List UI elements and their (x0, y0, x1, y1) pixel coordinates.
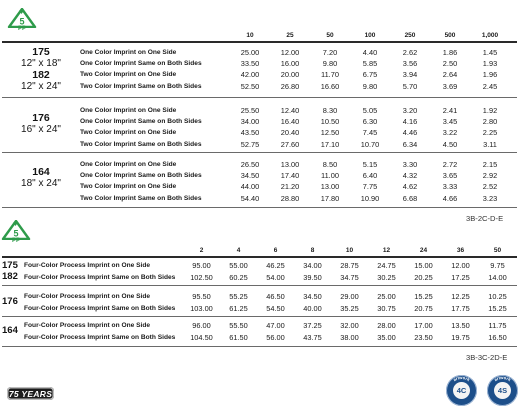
price-cell: 13.00 (320, 182, 340, 192)
price-cell: 6.34 (402, 139, 418, 149)
price-cell: 4.66 (442, 193, 458, 203)
price-cell: 10.50 (320, 117, 340, 127)
quantity-col-header: 8 (310, 247, 315, 254)
product-size: 12" x 18" (21, 58, 61, 69)
price-cell: 6.40 (362, 171, 378, 181)
seal-label: 4S (494, 382, 511, 399)
price-cell: 6.75 (362, 70, 378, 80)
price-cell: 25.50 (240, 106, 260, 115)
price-cell: 104.50 (190, 332, 213, 342)
table-row (24, 303, 516, 314)
table-row (80, 181, 510, 192)
price-cell: 16.50 (488, 332, 507, 342)
price-cell: 20.40 (280, 128, 300, 138)
price-cell: 2.64 (442, 70, 458, 80)
price-cell: 28.75 (340, 261, 359, 270)
table-row (24, 320, 516, 331)
recycle-number: 5 (13, 228, 19, 239)
price-cell: 38.00 (340, 332, 359, 342)
price-cell: 3.45 (442, 117, 458, 127)
price-cell: 19.75 (451, 332, 470, 342)
price-cell: 37.25 (303, 321, 322, 330)
product-group (2, 289, 517, 317)
price-cell: 2.52 (482, 182, 498, 192)
price-cell: 9.80 (322, 59, 338, 69)
price-cell: 35.25 (340, 303, 359, 313)
price-cell: 3.22 (442, 128, 458, 138)
price-cell: 54.40 (240, 193, 260, 203)
price-cell: 34.75 (340, 272, 359, 282)
table-row (80, 170, 510, 181)
price-cell: 6.68 (402, 193, 418, 203)
table-row (80, 58, 510, 69)
quantity-col-header: 50 (493, 247, 502, 254)
price-cell: 7.20 (322, 48, 338, 57)
price-cell: 56.00 (266, 332, 285, 342)
price-cell: 9.80 (362, 81, 378, 91)
quantity-header (183, 247, 516, 254)
price-cell: 95.00 (192, 261, 211, 270)
price-cell: 2.62 (402, 48, 418, 57)
price-cell: 34.00 (303, 261, 322, 270)
price-cell: 4.50 (442, 139, 458, 149)
price-cell: 52.50 (240, 81, 260, 91)
price-cell: 10.25 (488, 292, 507, 301)
price-cell: 17.40 (280, 171, 300, 181)
price-cell: 13.00 (280, 160, 300, 169)
price-cell: 1.86 (442, 48, 458, 57)
table2-ref-code: 3B-3C-2D-E (466, 353, 508, 362)
price-cell: 23.50 (414, 332, 433, 342)
price-cell: 12.00 (451, 261, 470, 270)
table-row (24, 260, 516, 271)
price-cell: 16.60 (320, 81, 340, 91)
price-cell: 55.25 (229, 292, 248, 301)
years-badge-text: 75 YEARS (8, 388, 53, 399)
price-cell: 10.70 (360, 139, 380, 149)
imprint-description: One Color Imprint Same on Both Sides (80, 118, 202, 126)
price-cell: 44.00 (240, 182, 260, 192)
price-cell: 25.00 (240, 48, 260, 57)
price-cell: 54.50 (266, 303, 285, 313)
imprint-description: Two Color Imprint Same on Both Sides (80, 194, 202, 202)
imprint-description: Two Color Imprint on One Side (80, 71, 177, 79)
recycle-icon (7, 8, 37, 28)
price-cell: 2.41 (442, 106, 458, 115)
price-cell: 1.45 (482, 48, 498, 57)
price-cell: 47.00 (266, 321, 285, 330)
product-number: 176 (2, 296, 18, 307)
price-cell: 20.00 (280, 70, 300, 80)
imprint-description: Two Color Imprint Same on Both Sides (80, 82, 202, 90)
imprint-description: One Color Imprint Same on Both Sides (80, 60, 202, 68)
price-cell: 46.25 (266, 261, 285, 270)
price-cell: 3.65 (442, 171, 458, 181)
recycle-number: 5 (19, 16, 25, 27)
imprint-description: Two Color Imprint Same on Both Sides (80, 140, 202, 148)
price-cell: 60.25 (229, 272, 248, 282)
price-cell: 96.00 (192, 321, 211, 330)
recycle-label: PP (11, 238, 20, 244)
recycle-label: PP (17, 26, 26, 32)
price-cell: 40.00 (303, 303, 322, 313)
price-cell: 34.50 (303, 292, 322, 301)
imprint-description: Four-Color Process Imprint Same on Both Sides (24, 304, 176, 312)
price-cell: 20.25 (414, 272, 433, 282)
table-row (80, 81, 510, 92)
price-cell: 61.25 (229, 303, 248, 313)
quantity-col-header: 10 (246, 32, 254, 39)
product-size: 12" x 24" (21, 81, 61, 92)
price-cell: 7.75 (362, 182, 378, 192)
price-cell: 54.00 (266, 272, 285, 282)
quantity-col-header: 24 (419, 247, 428, 254)
product-number: 175 (32, 46, 50, 58)
price-cell: 25.00 (377, 292, 396, 301)
table1-ref-code: 3B-2C-D-E (466, 214, 504, 223)
artwork-seal-4s (487, 375, 518, 406)
recycle-mark-1 (7, 8, 37, 32)
quantity-col-header: 500 (444, 32, 456, 39)
product-number: 182 (2, 271, 18, 282)
price-cell: 4.62 (402, 182, 418, 192)
product-code (2, 47, 80, 69)
quantity-col-header: 6 (273, 247, 278, 254)
product-number: 164 (32, 166, 50, 178)
quantity-col-header: 1,000 (481, 32, 499, 39)
price-cell: 2.25 (482, 128, 498, 138)
imprint-description: Two Color Imprint on One Side (80, 183, 177, 191)
price-cell: 32.00 (340, 321, 359, 330)
price-cell: 8.50 (322, 160, 338, 169)
table-row (24, 291, 516, 302)
quantity-col-header: 25 (286, 32, 294, 39)
recycle-mark-2 (1, 220, 31, 244)
price-cell: 5.05 (362, 106, 378, 115)
product-size: 18" x 24" (21, 178, 61, 189)
imprint-description: Four-Color Process Imprint on One Side (24, 322, 151, 329)
price-cell: 33.50 (240, 59, 260, 69)
product-group (2, 318, 517, 347)
table-row (80, 193, 510, 204)
quantity-col-header: 50 (326, 32, 334, 39)
price-cell: 12.40 (280, 106, 300, 115)
price-cell: 35.00 (377, 332, 396, 342)
price-cell: 2.92 (482, 171, 498, 181)
imprint-description: One Color Imprint on One Side (80, 161, 177, 168)
price-cell: 1.93 (482, 59, 498, 69)
product-group (2, 258, 517, 286)
price-cell: 28.80 (280, 193, 300, 203)
table-row (80, 105, 510, 116)
price-cell: 11.00 (321, 171, 339, 181)
price-cell: 55.50 (229, 321, 248, 330)
product-code (2, 167, 80, 189)
quantity-col-header: 4 (236, 247, 241, 254)
price-cell: 17.00 (414, 321, 433, 330)
price-cell: 3.30 (402, 160, 418, 169)
imprint-description: One Color Imprint Same on Both Sides (80, 172, 202, 180)
product-code (2, 70, 80, 92)
years-badge (7, 387, 54, 400)
price-cell: 61.50 (229, 332, 248, 342)
table-row (24, 332, 516, 343)
price-cell: 1.92 (482, 106, 498, 115)
price-cell: 9.75 (490, 261, 505, 270)
price-cell: 10.90 (360, 193, 380, 203)
price-cell: 52.75 (240, 139, 260, 149)
table-row (80, 47, 510, 58)
artwork-seal-4c (446, 375, 477, 406)
price-cell: 21.20 (280, 182, 300, 192)
price-cell: 20.75 (414, 303, 433, 313)
price-cell: 5.85 (362, 59, 378, 69)
table-row (24, 272, 516, 283)
price-cell: 43.75 (303, 332, 322, 342)
svg-text:artwork: artwork (493, 375, 512, 383)
price-cell: 4.16 (402, 117, 418, 127)
price-cell: 55.00 (229, 261, 248, 270)
table-row (80, 69, 510, 80)
price-cell: 12.50 (320, 128, 340, 138)
price-cell: 2.72 (442, 160, 458, 169)
price-cell: 16.00 (280, 59, 300, 69)
price-cell: 4.46 (402, 128, 418, 138)
price-cell: 102.50 (190, 272, 213, 282)
product-size: 16" x 24" (21, 124, 61, 135)
price-cell: 12.00 (280, 48, 300, 57)
price-cell: 27.60 (280, 139, 300, 149)
price-cell: 17.10 (320, 139, 340, 149)
price-cell: 103.00 (190, 303, 213, 313)
price-cell: 13.50 (451, 321, 470, 330)
product-code (2, 113, 80, 135)
quantity-col-header: 12 (382, 247, 391, 254)
imprint-description: Four-Color Process Imprint on One Side (24, 293, 151, 300)
price-cell: 95.50 (192, 292, 211, 301)
price-cell: 26.80 (280, 81, 300, 91)
price-cell: 11.75 (488, 321, 507, 330)
price-cell: 34.50 (240, 171, 260, 181)
svg-text:artwork: artwork (452, 375, 471, 383)
quantity-col-header: 100 (364, 32, 376, 39)
quantity-col-header: 10 (345, 247, 354, 254)
price-cell: 3.33 (442, 182, 458, 192)
price-cell: 17.25 (451, 272, 470, 282)
product-number: 176 (32, 112, 50, 124)
imprint-description: One Color Imprint on One Side (80, 107, 177, 114)
price-cell: 14.00 (488, 272, 507, 282)
product-number: 175 (2, 260, 18, 271)
price-cell: 15.00 (414, 261, 433, 270)
price-cell: 3.23 (482, 193, 498, 203)
product-number: 182 (32, 69, 50, 81)
imprint-description: Four-Color Process Imprint Same on Both Sides (24, 273, 176, 281)
table-row (80, 139, 510, 150)
price-cell: 17.75 (451, 303, 470, 313)
price-cell: 5.70 (402, 81, 418, 91)
quantity-header (230, 32, 510, 39)
price-cell: 43.50 (240, 128, 260, 138)
price-cell: 16.40 (280, 117, 300, 127)
price-cell: 15.25 (414, 292, 433, 301)
quantity-col-header: 36 (456, 247, 465, 254)
price-cell: 5.15 (362, 160, 378, 169)
table-row (80, 116, 510, 127)
price-cell: 46.50 (266, 292, 285, 301)
price-cell: 2.45 (482, 81, 498, 91)
price-cell: 2.80 (482, 117, 498, 127)
table-row (80, 159, 510, 170)
price-cell: 29.00 (340, 292, 359, 301)
price-cell: 39.50 (303, 272, 322, 282)
price-cell: 3.56 (402, 59, 418, 69)
product-number: 164 (2, 325, 18, 336)
price-cell: 30.25 (377, 272, 396, 282)
price-cell: 26.50 (240, 160, 260, 169)
price-cell: 24.75 (377, 261, 396, 270)
table-row (80, 127, 510, 138)
price-cell: 11.70 (321, 70, 339, 80)
imprint-description: Two Color Imprint on One Side (80, 129, 177, 137)
price-cell: 34.00 (240, 117, 260, 127)
imprint-description: One Color Imprint on One Side (80, 49, 177, 56)
quantity-col-header: 2 (199, 247, 204, 254)
price-cell: 30.75 (377, 303, 396, 313)
product-group (2, 43, 517, 98)
product-group (2, 101, 517, 153)
price-cell: 1.96 (482, 70, 498, 80)
imprint-description: Four-Color Process Imprint on One Side (24, 262, 151, 269)
product-code (2, 325, 20, 336)
price-cell: 28.00 (377, 321, 396, 330)
price-cell: 8.30 (322, 106, 338, 115)
price-cell: 12.25 (451, 292, 470, 301)
price-cell: 15.25 (488, 303, 507, 313)
product-group (2, 155, 517, 208)
price-cell: 7.45 (362, 128, 378, 138)
price-cell: 4.40 (362, 48, 378, 57)
price-cell: 3.94 (402, 70, 418, 80)
price-cell: 3.20 (402, 106, 418, 115)
price-cell: 4.32 (402, 171, 418, 181)
price-cell: 2.50 (442, 59, 458, 69)
price-cell: 42.00 (240, 70, 260, 80)
price-cell: 17.80 (320, 193, 340, 203)
price-cell: 3.69 (442, 81, 458, 91)
imprint-description: Four-Color Process Imprint Same on Both Sides (24, 333, 176, 341)
quantity-col-header: 250 (404, 32, 416, 39)
product-code (2, 260, 20, 282)
price-cell: 6.30 (362, 117, 378, 127)
recycle-icon (1, 220, 31, 240)
price-cell: 2.15 (482, 160, 498, 169)
seal-label: 4C (453, 382, 470, 399)
product-code (2, 296, 20, 307)
price-cell: 3.11 (483, 139, 497, 149)
